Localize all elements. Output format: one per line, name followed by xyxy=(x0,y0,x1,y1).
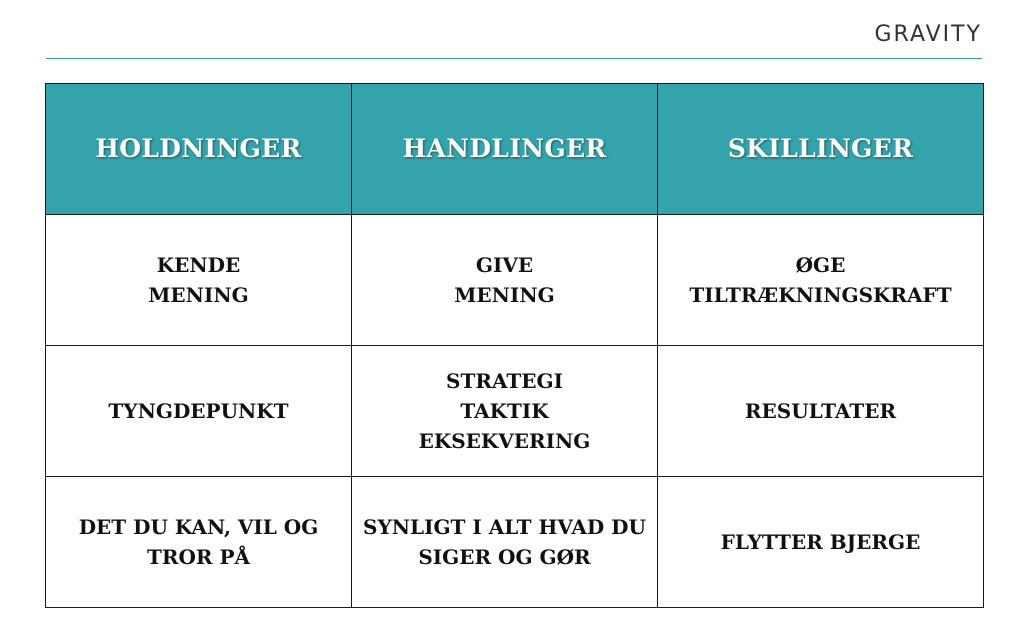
header-holdninger: HOLDNINGER xyxy=(46,84,352,215)
cell-line: SYNLIGT I ALT HVAD DU xyxy=(363,515,646,539)
cell-line: DET DU KAN, VIL OG xyxy=(78,515,319,539)
table-row xyxy=(46,215,984,346)
cell-line: TAKTIK xyxy=(460,399,549,423)
header-divider xyxy=(46,58,982,59)
cell-line: EKSEKVERING xyxy=(418,429,591,453)
cell-line: RESULTATER xyxy=(744,399,897,423)
cell-line: TYNGDEPUNKT xyxy=(108,399,289,423)
cell-line: GIVE xyxy=(475,253,534,277)
table-row xyxy=(46,346,984,477)
table-cell xyxy=(352,477,658,608)
header-handlinger: HANDLINGER xyxy=(352,84,658,215)
cell-line: MENING xyxy=(454,283,555,307)
cell-line: MENING xyxy=(148,283,249,307)
values-table xyxy=(45,83,984,608)
cell-line: ØGE xyxy=(795,253,846,277)
table-cell xyxy=(46,215,352,346)
table-header-row xyxy=(46,84,984,215)
table-row xyxy=(46,477,984,608)
cell-line: TILTRÆKNINGSKRAFT xyxy=(689,283,952,307)
cell-line: FLYTTER BJERGE xyxy=(720,530,921,554)
table-cell xyxy=(658,346,984,477)
table-cell xyxy=(46,346,352,477)
table-cell xyxy=(352,215,658,346)
table-cell xyxy=(658,477,984,608)
header-skillinger: SKILLINGER xyxy=(658,84,984,215)
cell-line: SIGER OG GØR xyxy=(418,545,591,569)
cell-line: STRATEGI xyxy=(446,369,563,393)
table-cell xyxy=(658,215,984,346)
cell-line: KENDE xyxy=(156,253,241,277)
table-cell xyxy=(352,346,658,477)
table-cell xyxy=(46,477,352,608)
cell-line: TROR PÅ xyxy=(146,545,251,569)
gravity-logo: GRAVITY xyxy=(874,22,982,47)
